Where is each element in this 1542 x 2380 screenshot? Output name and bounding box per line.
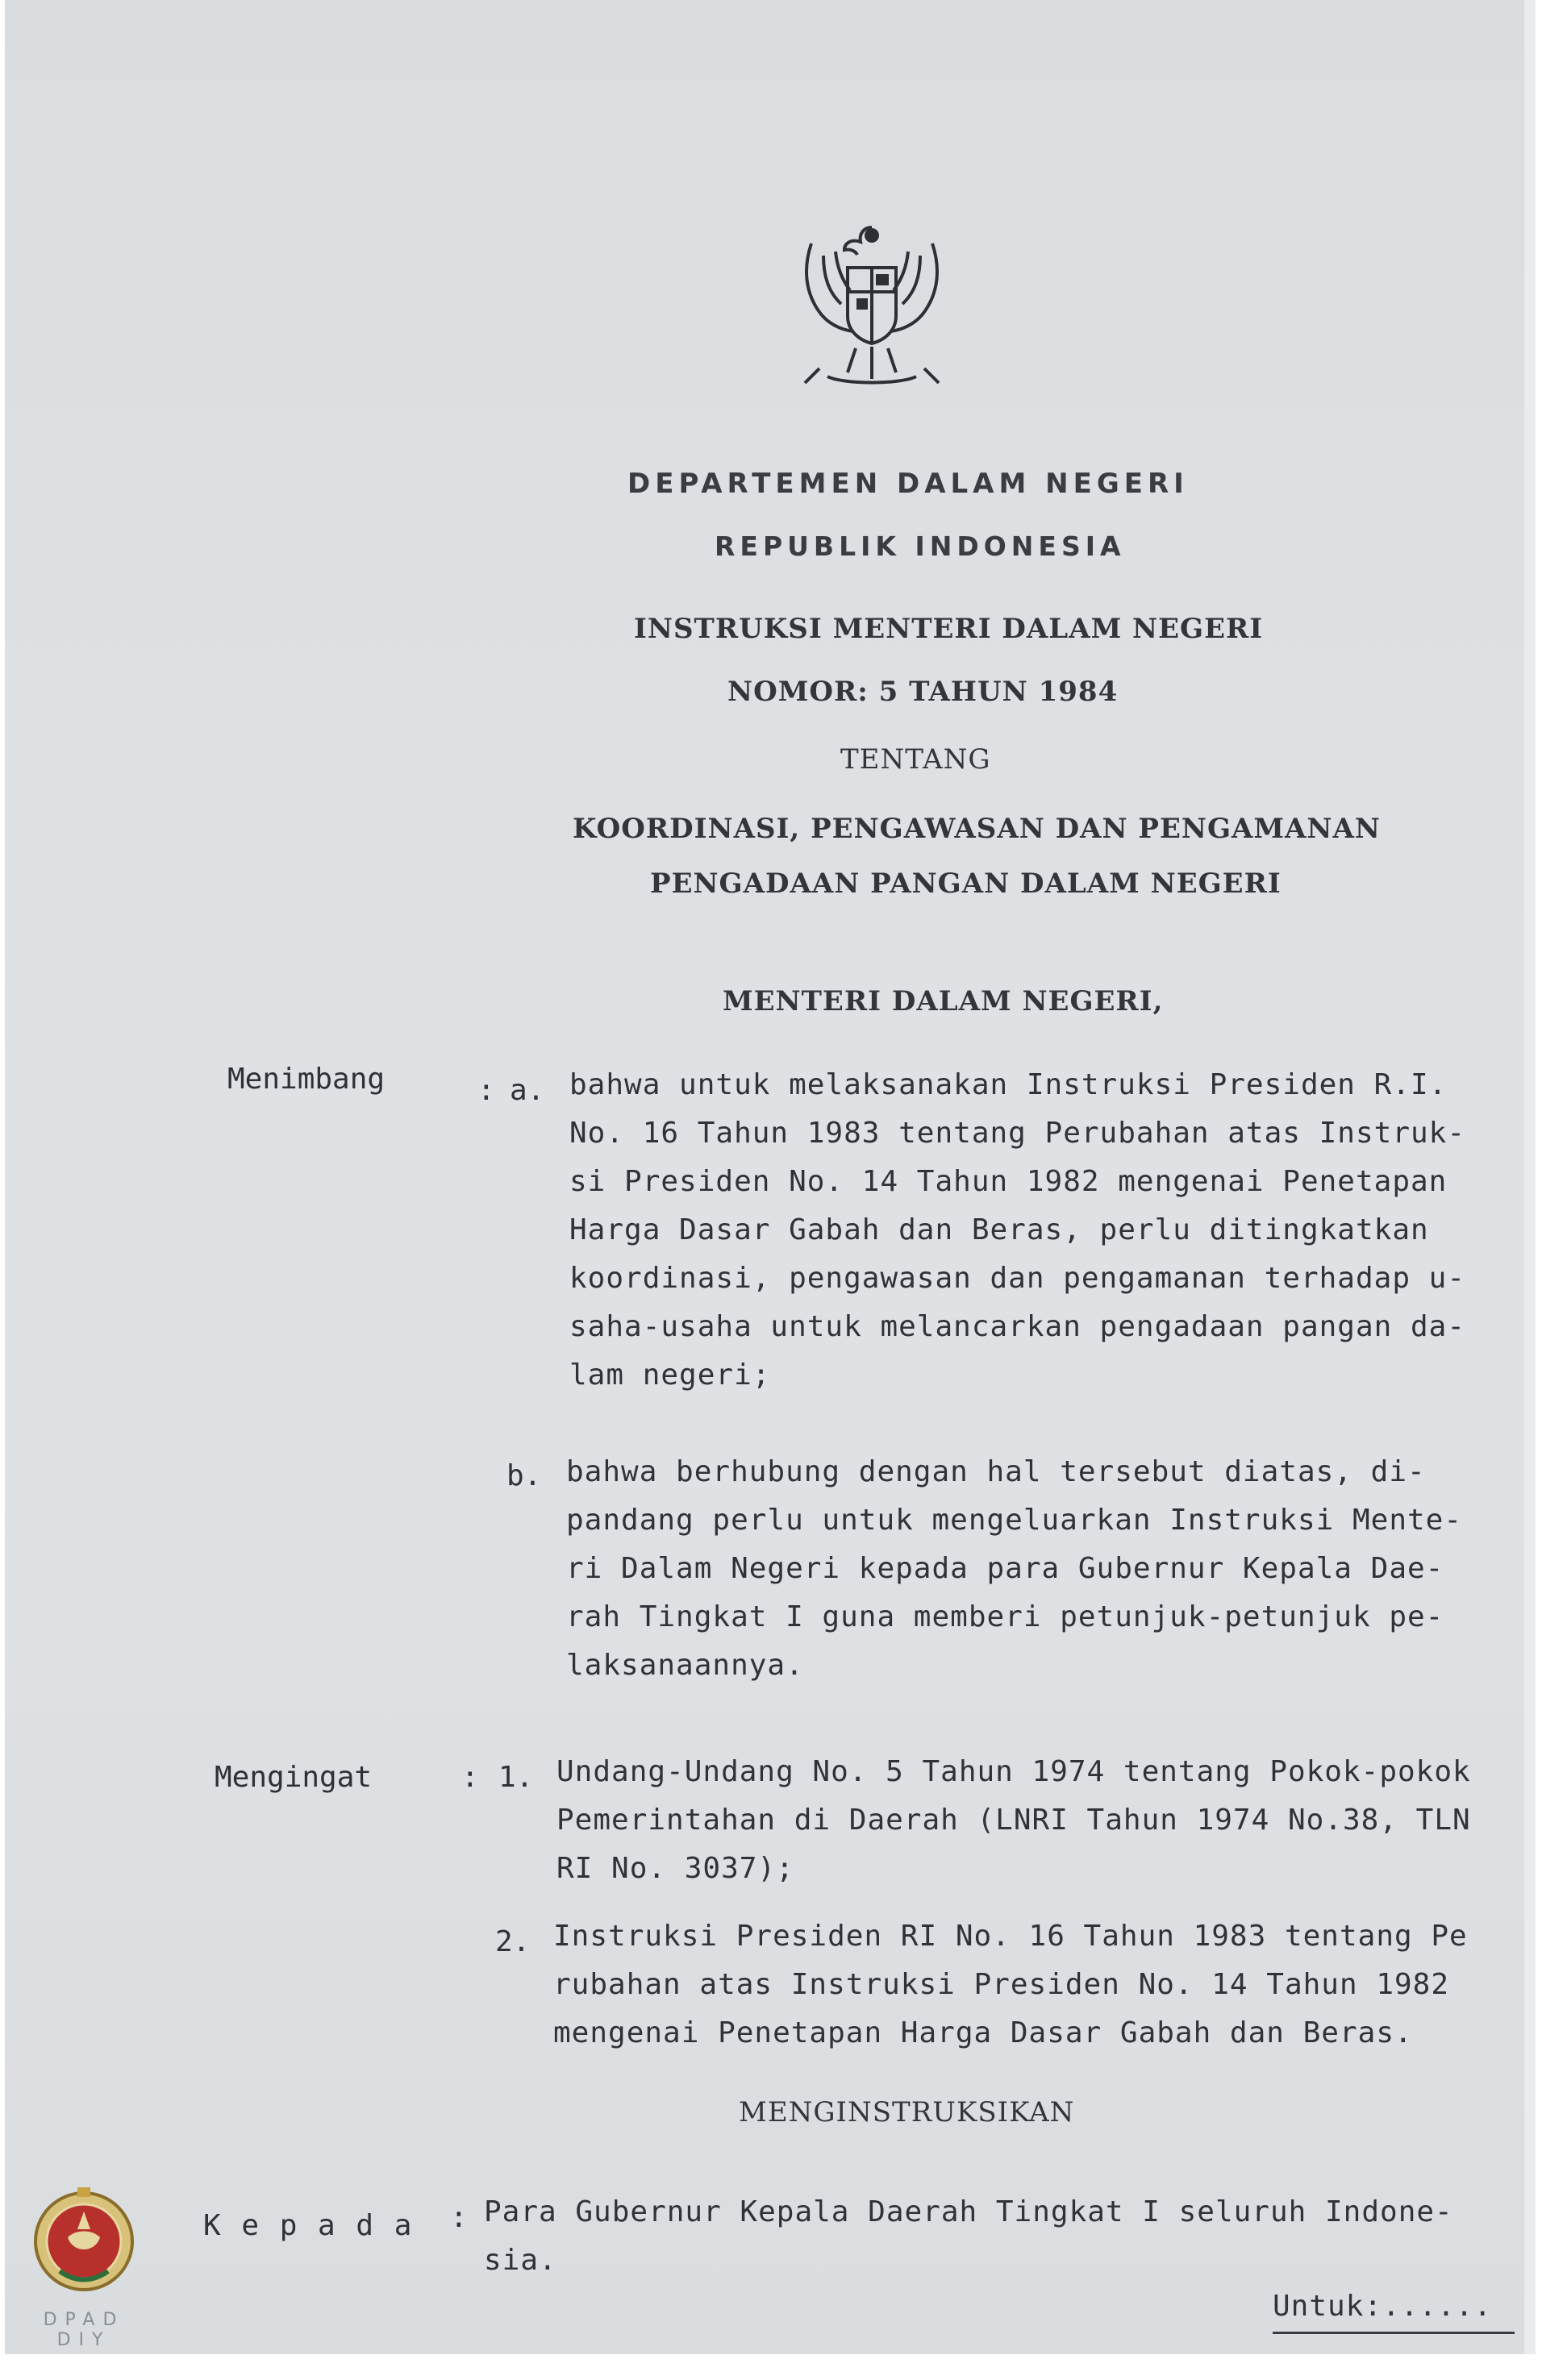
item-marker-1: 1.: [498, 1761, 534, 1794]
text-line: rah Tingkat I guna memberi petunjuk-petunjuk pe-: [566, 1600, 1444, 1633]
text-line: mengenai Penetapan Harga Dasar Gabah dan Beras.: [553, 2016, 1413, 2049]
dpad-seal-icon: [27, 2181, 140, 2302]
menimbang-paragraph-a: [569, 1061, 1481, 1400]
text-line: bahwa berhubung dengan hal tersebut diatas, di-: [566, 1455, 1426, 1488]
text-line: ri Dalam Negeri kepada para Gubernur Kepala Dae-: [566, 1552, 1444, 1585]
number-line: NOMOR: 5 TAHUN 1984: [727, 676, 1119, 708]
text-line: saha-usaha untuk melancarkan pengadaan pangan da-: [569, 1310, 1466, 1343]
item-marker-b: b.: [506, 1459, 542, 1492]
mengingat-colon: :: [461, 1761, 479, 1794]
subject-line-1: KOORDINASI, PENGAWASAN DAN PENGAMANAN: [573, 813, 1381, 845]
issuer-heading: MENTERI DALAM NEGERI,: [723, 985, 1164, 1017]
republic-heading: REPUBLIK INDONESIA: [715, 531, 1126, 562]
text-line: Undang-Undang No. 5 Tahun 1974 tentang Pokok-pokok: [556, 1755, 1471, 1788]
mengingat-paragraph-1: [556, 1748, 1524, 1893]
watermark-line2: DIY: [56, 2330, 111, 2350]
text-line: koordinasi, pengawasan dan pengamanan terhadap u-: [569, 1262, 1466, 1295]
text-line: RI No. 3037);: [556, 1852, 794, 1885]
document-page: [5, 0, 1536, 2354]
continuation-text: Untuk:......: [1273, 2290, 1493, 2323]
menimbang-paragraph-b: [566, 1448, 1477, 1690]
text-line: Pemerintahan di Daerah (LNRI Tahun 1974 No.38, TLN: [556, 1804, 1471, 1837]
dpad-watermark: [27, 2181, 140, 2354]
text-line: bahwa untuk melaksanakan Instruksi Presiden R.I.: [569, 1068, 1448, 1101]
menimbang-label: Menimbang: [227, 1063, 386, 1096]
instructs-heading: MENGINSTRUKSIKAN: [739, 2096, 1075, 2128]
about-heading: TENTANG: [840, 743, 991, 776]
text-line: laksanaannya.: [566, 1649, 804, 1682]
text-line: lam negeri;: [569, 1359, 771, 1392]
item-marker-a: a.: [510, 1074, 545, 1107]
watermark-line1: DPAD: [43, 2310, 125, 2330]
kepada-label: K e p a d a: [203, 2209, 414, 2242]
item-marker-2: 2.: [495, 1925, 531, 1958]
text-line: Harga Dasar Gabah dan Beras, perlu ditingkatkan: [569, 1213, 1429, 1246]
mengingat-label: Mengingat: [215, 1761, 373, 1794]
text-line: pandang perlu untuk mengeluarkan Instruksi Mente-: [566, 1504, 1463, 1537]
continuation-underline: [1273, 2332, 1515, 2334]
menimbang-colon: :: [477, 1074, 495, 1107]
mengingat-paragraph-2: [553, 1912, 1521, 2058]
text-line: Para Gubernur Kepala Daerah Tingkat I seluruh Indone-: [484, 2195, 1453, 2228]
instruction-title: INSTRUKSI MENTERI DALAM NEGERI: [634, 613, 1264, 645]
text-line: si Presiden No. 14 Tahun 1982 mengenai Penetapan: [569, 1165, 1448, 1198]
text-line: Instruksi Presiden RI No. 16 Tahun 1983 tentang Pe: [553, 1920, 1468, 1953]
text-line: sia.: [484, 2244, 557, 2277]
subject-line-2: PENGADAAN PANGAN DALAM NEGERI: [650, 868, 1282, 900]
department-heading: DEPARTEMEN DALAM NEGERI: [627, 468, 1189, 500]
garuda-emblem-icon: [779, 211, 965, 397]
text-line: rubahan atas Instruksi Presiden No. 14 Tahun 1982: [553, 1968, 1450, 2001]
kepada-colon: :: [450, 2201, 468, 2234]
kepada-text: [484, 2188, 1500, 2285]
text-line: No. 16 Tahun 1983 tentang Perubahan atas Instruk-: [569, 1117, 1466, 1150]
